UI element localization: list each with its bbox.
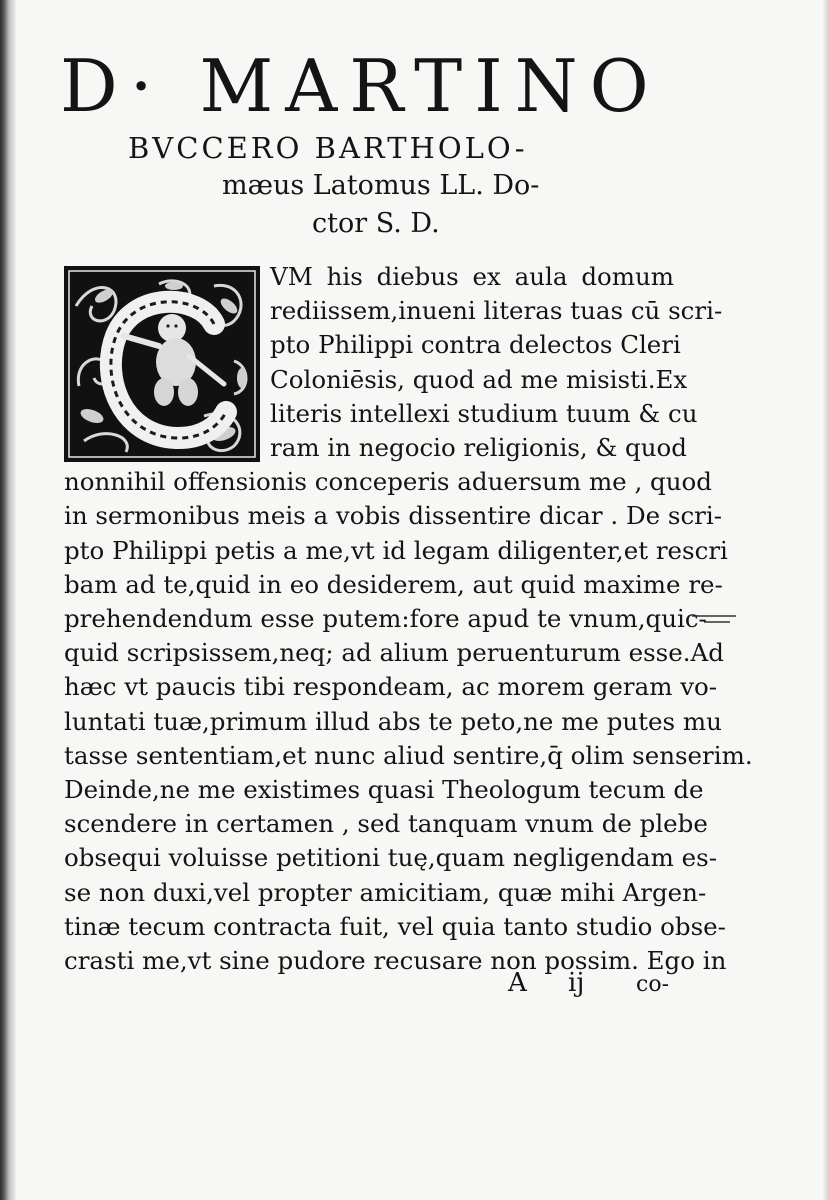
body-text-line: pto Philippi contra delectos Cleri <box>270 330 681 360</box>
heading-line-3: mæus Latomus LL. Do- <box>222 170 540 201</box>
body-text-line: prehendendum esse putem:fore apud te vnum,quic- <box>64 604 707 633</box>
body-text-line: pto Philippi petis a me,vt id legam diligenter,et rescri <box>64 535 728 565</box>
body-text-line: ram in negocio religionis, & quod <box>270 433 687 462</box>
body-text-line: quid scripsissem,neq; ad alium peruenturum esse.Ad <box>64 638 724 668</box>
body-text-line: literis intellexi studium tuum & cu <box>270 398 698 428</box>
body-text-line: in sermonibus meis a vobis dissentire dicar . De scri- <box>64 501 722 531</box>
page-edge <box>823 0 829 1200</box>
body-text-line: obsequi voluisse petitioni tuę,quam negligendam es- <box>64 843 718 873</box>
body-text-line: tinæ tecum contracta fuit, vel quia tanto studio obse- <box>64 911 726 941</box>
heading-title: D· MARTINO <box>60 44 661 128</box>
body-text-line: Coloniēsis, quod ad me misisti.Ex <box>270 364 688 394</box>
signature-mark: A <box>508 968 527 998</box>
body-text-line: rediissem,inueni literas tuas cū scri- <box>270 296 723 326</box>
body-text-line: luntati tuæ,primum illud abs te peto,ne me putes mu <box>64 706 722 736</box>
signature-number: ij <box>568 968 585 998</box>
body-text-line: bam ad te,quid in eo desiderem, aut quid maxime re- <box>64 569 723 599</box>
body-text-line: Deinde,ne me existimes quasi Theologum tecum de <box>64 775 704 804</box>
marginal-pen-mark <box>690 608 740 628</box>
body-text-line: crasti me,vt sine pudore recusare non possim. Ego in <box>64 946 727 975</box>
body-text-line: nonnihil offensionis conceperis aduersum me , quod <box>64 467 712 497</box>
body-text-line: tasse sententiam,et nunc aliud sentire,q̄ olim senserim. <box>64 740 753 770</box>
body-text-line: VM his diebus ex aula domum <box>270 262 674 291</box>
catchword: co- <box>636 972 669 997</box>
binding-gutter <box>0 0 16 1200</box>
heading-subtitle: BVCCERO BARTHOLO- <box>128 131 528 165</box>
body-text-line: se non duxi,vel propter amicitiam, quæ mihi Argen- <box>64 877 707 907</box>
body-text-line: hæc vt paucis tibi respondeam, ac morem geram vo- <box>64 672 718 702</box>
body-text-line: scendere in certamen , sed tanquam vnum de plebe <box>64 809 708 839</box>
woodcut-initial-c-icon <box>64 266 260 462</box>
heading-line-4: ctor S. D. <box>312 208 440 239</box>
